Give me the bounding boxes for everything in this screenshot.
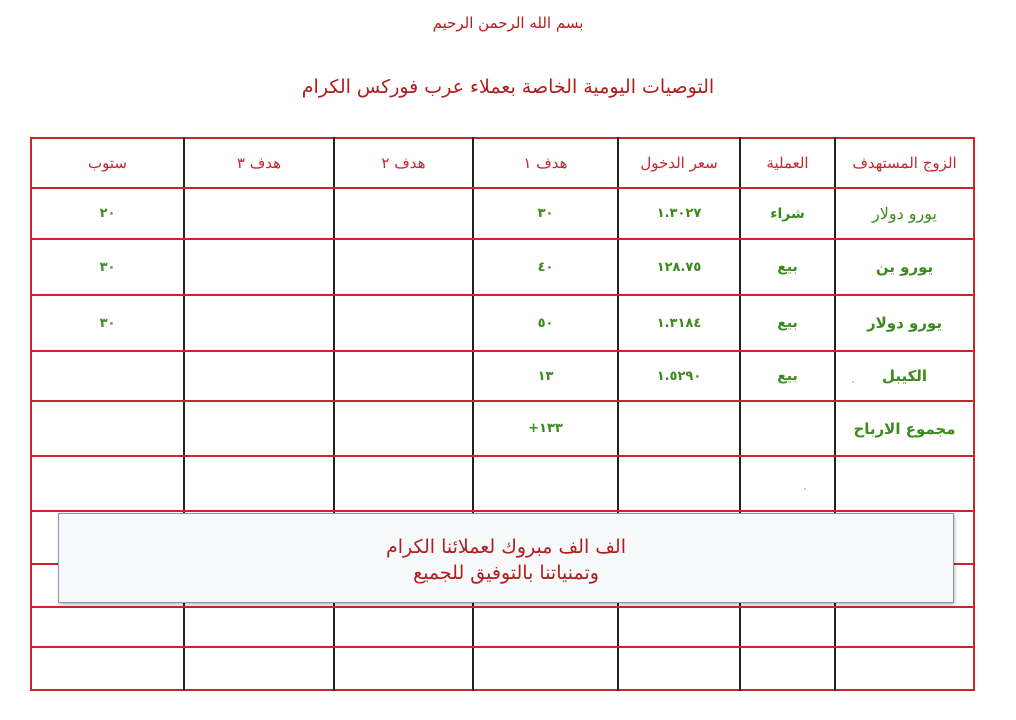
congratulations-line-2: وتمنياتنا بالتوفيق للجميع (413, 562, 599, 584)
target-1-cell: ٥٠ (537, 315, 554, 331)
row-divider (30, 646, 975, 648)
row-divider (30, 455, 975, 457)
header-pair: الزوج المستهدف (852, 154, 957, 172)
pair-cell: الكيبل (881, 367, 928, 385)
pair-cell: يورو دولار (872, 204, 937, 223)
header-operation: العملية (766, 154, 809, 172)
pair-cell: يورو دولار (866, 314, 943, 332)
stray-mark (852, 381, 854, 383)
row-divider (30, 606, 975, 608)
row-divider (30, 510, 975, 512)
header-target-3: هدف ٣ (236, 154, 282, 172)
total-profit-label: مجموع الارباح (853, 419, 956, 438)
total-profit-value: ١٣٣+ (528, 421, 563, 436)
header-target-1: هدف ١ (523, 154, 568, 172)
operation-cell: بيع (777, 315, 798, 331)
operation-cell: بيع (777, 259, 798, 275)
congratulations-callout (58, 513, 954, 603)
basmala-heading: بسم الله الرحمن الرحيم (432, 14, 584, 32)
stop-loss-cell: ٢٠ (99, 206, 116, 221)
operation-cell: بيع (777, 368, 798, 384)
entry-price-cell: ١.٣٠٢٧ (656, 206, 702, 221)
operation-cell: شراء (770, 205, 805, 222)
target-1-cell: ٣٠ (537, 206, 554, 221)
target-1-cell: ٤٠ (537, 259, 554, 275)
entry-price-cell: ١٢٨.٧٥ (656, 259, 702, 275)
header-stop-loss: ستوب (88, 154, 127, 172)
congratulations-line-1: الف الف مبروك لعملائنا الكرام (385, 536, 627, 558)
stray-mark (804, 488, 806, 490)
header-target-2: هدف ٢ (381, 154, 426, 172)
target-1-cell: ١٣ (537, 368, 554, 384)
pair-cell: يورو ين (875, 258, 934, 276)
entry-price-cell: ١.٣١٨٤ (656, 315, 702, 331)
entry-price-cell: ١.٥٢٩٠ (656, 368, 702, 384)
page-title: التوصيات اليومية الخاصة بعملاء عرب فوركس الكرام (301, 76, 715, 98)
header-entry-price: سعر الدخول (640, 154, 718, 172)
stop-loss-cell: ٣٠ (99, 259, 116, 275)
stop-loss-cell: ٣٠ (99, 315, 116, 331)
